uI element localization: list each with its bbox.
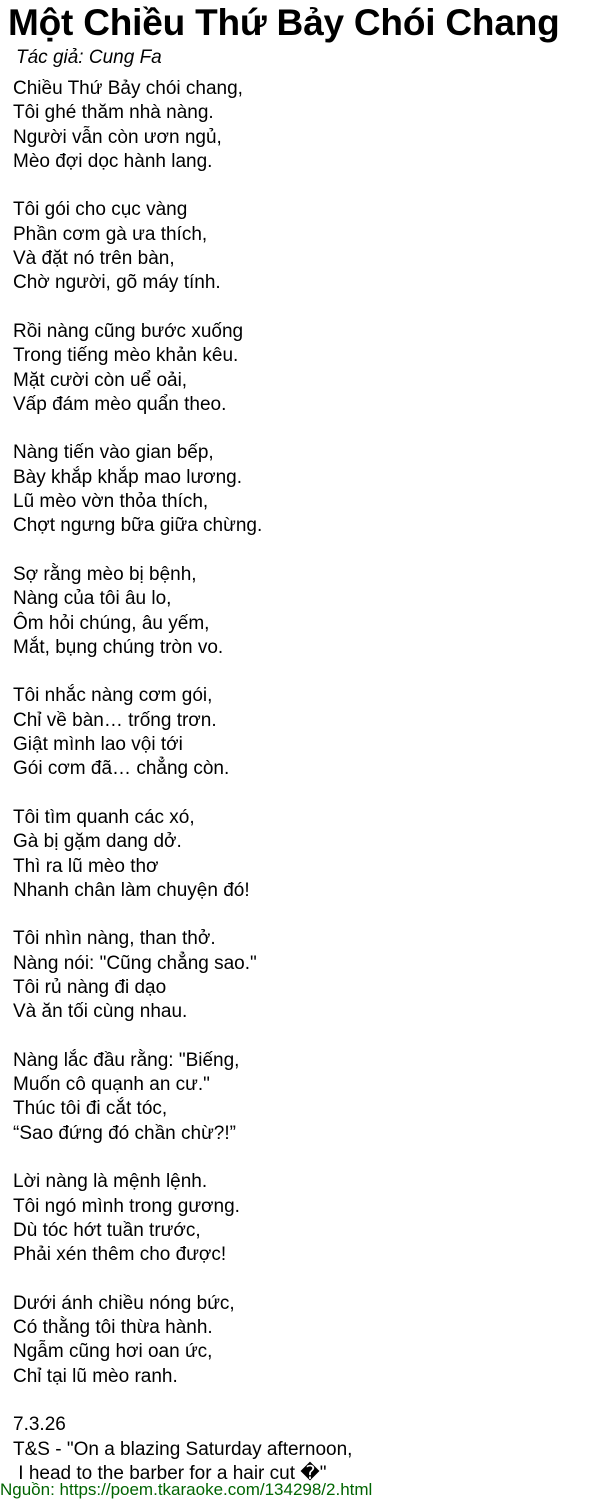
poem-line: Chiều Thứ Bảy chói chang, xyxy=(13,78,243,99)
poem-line: Sợ rằng mèo bị bệnh, xyxy=(13,563,197,585)
poem-line: Người vẫn còn ươn ngủ, xyxy=(13,126,222,148)
poem-line: Tôi gói cho cục vàng xyxy=(13,199,188,221)
poem-line: Ngẫm cũng hơi oan ức, xyxy=(13,1341,213,1363)
stanza xyxy=(13,1292,603,1389)
poem-line: Tôi nhắc nàng cơm gói, xyxy=(13,685,213,707)
poem-line: Thì ra lũ mèo thơ xyxy=(13,855,159,877)
poem-line: Vấp đám mèo quẩn theo. xyxy=(13,393,227,415)
poem-line: Giật mình lao vội tới xyxy=(13,734,183,756)
source-link[interactable]: Nguồn: https://poem.tkaraoke.com/134298/2.html xyxy=(0,1480,373,1499)
poem-line: Nàng của tôi âu lo, xyxy=(13,588,172,610)
poem-line: Mèo đợi dọc hành lang. xyxy=(13,150,213,172)
poem-line: Phải xén thêm cho được! xyxy=(13,1244,227,1266)
poem-line: Và đặt nó trên bàn, xyxy=(13,248,175,270)
poem-line: Mắt, bụng chúng tròn vo. xyxy=(13,636,224,658)
poem-line: Muốn cô quạnh an cư." xyxy=(13,1074,210,1096)
poem-date: 7.3.26 xyxy=(13,1414,66,1436)
poem-line: Tôi rủ nàng đi dạo xyxy=(13,976,167,998)
poem-line: Lời nàng là mệnh lệnh. xyxy=(13,1171,208,1193)
poem-line: Tôi nhìn nàng, than thở. xyxy=(13,928,216,950)
poem-line: Rồi nàng cũng bước xuống xyxy=(13,320,244,342)
stanza xyxy=(13,320,603,417)
poem-line: Và ăn tối cùng nhau. xyxy=(13,1001,188,1023)
poem-line: Thúc tôi đi cắt tóc, xyxy=(13,1098,168,1120)
poem-line: Trong tiếng mèo khản kêu. xyxy=(13,345,239,367)
poem-line: Nàng lắc đầu rằng: "Biếng, xyxy=(13,1049,240,1071)
poem-title: Một Chiều Thứ Bảy Chói Chang xyxy=(8,2,560,43)
poem-line: Chỉ tại lũ mèo ranh. xyxy=(13,1365,178,1387)
stanza xyxy=(13,1049,603,1146)
poem-line: Dù tóc hớt tuần trước, xyxy=(13,1219,201,1241)
poem-line: Nàng nói: "Cũng chẳng sao." xyxy=(13,952,257,974)
poem-line: Nàng tiến vào gian bếp, xyxy=(13,442,214,464)
poem-line: Nhanh chân làm chuyện đó! xyxy=(13,879,250,901)
stanza xyxy=(13,927,603,1024)
stanza xyxy=(13,806,603,903)
poem-line: Mặt cười còn uể oải, xyxy=(13,369,188,391)
stanza-list xyxy=(13,77,603,1389)
stanza xyxy=(13,1170,603,1267)
poem-line: Có thằng tôi thừa hành. xyxy=(13,1317,213,1339)
poem-line: Tôi tìm quanh các xó, xyxy=(13,806,195,828)
stanza xyxy=(13,563,603,660)
poem-line: Dưới ánh chiều nóng bức, xyxy=(13,1292,235,1314)
poem-body xyxy=(13,77,603,1486)
poem-line: Chợt ngưng bữa giữa chừng. xyxy=(13,515,263,537)
poem-line: Gà bị gặm dang dở. xyxy=(13,831,182,853)
stanza xyxy=(13,441,603,538)
poem-line: Lũ mèo vờn thỏa thích, xyxy=(13,491,209,513)
poem-line: Phần cơm gà ưa thích, xyxy=(13,223,208,245)
stanza xyxy=(13,684,603,781)
poem-line: “Sao đứng đó chần chừ?!” xyxy=(13,1122,236,1144)
poem-line: Tôi ghé thăm nhà nàng. xyxy=(13,102,214,124)
stanza xyxy=(13,77,603,174)
stanza xyxy=(13,198,603,295)
poem-line: Bày khắp khắp mao lương. xyxy=(13,466,243,488)
poem-author: Tác giả: Cung Fa xyxy=(16,47,162,68)
translation-note-line-2: I head to the barber for a hair cut �" xyxy=(13,1462,327,1484)
poem-line: Tôi ngó mình trong gương. xyxy=(13,1195,240,1217)
poem-line: Gói cơm đã… chẳng còn. xyxy=(13,758,230,780)
poem-line: Chỉ về bàn… trống trơn. xyxy=(13,709,217,731)
poem-line: Chờ người, gõ máy tính. xyxy=(13,272,221,294)
translation-note-line-1: T&S - "On a blazing Saturday afternoon, xyxy=(13,1438,353,1460)
poem-line: Ôm hỏi chúng, âu yếm, xyxy=(13,612,210,634)
